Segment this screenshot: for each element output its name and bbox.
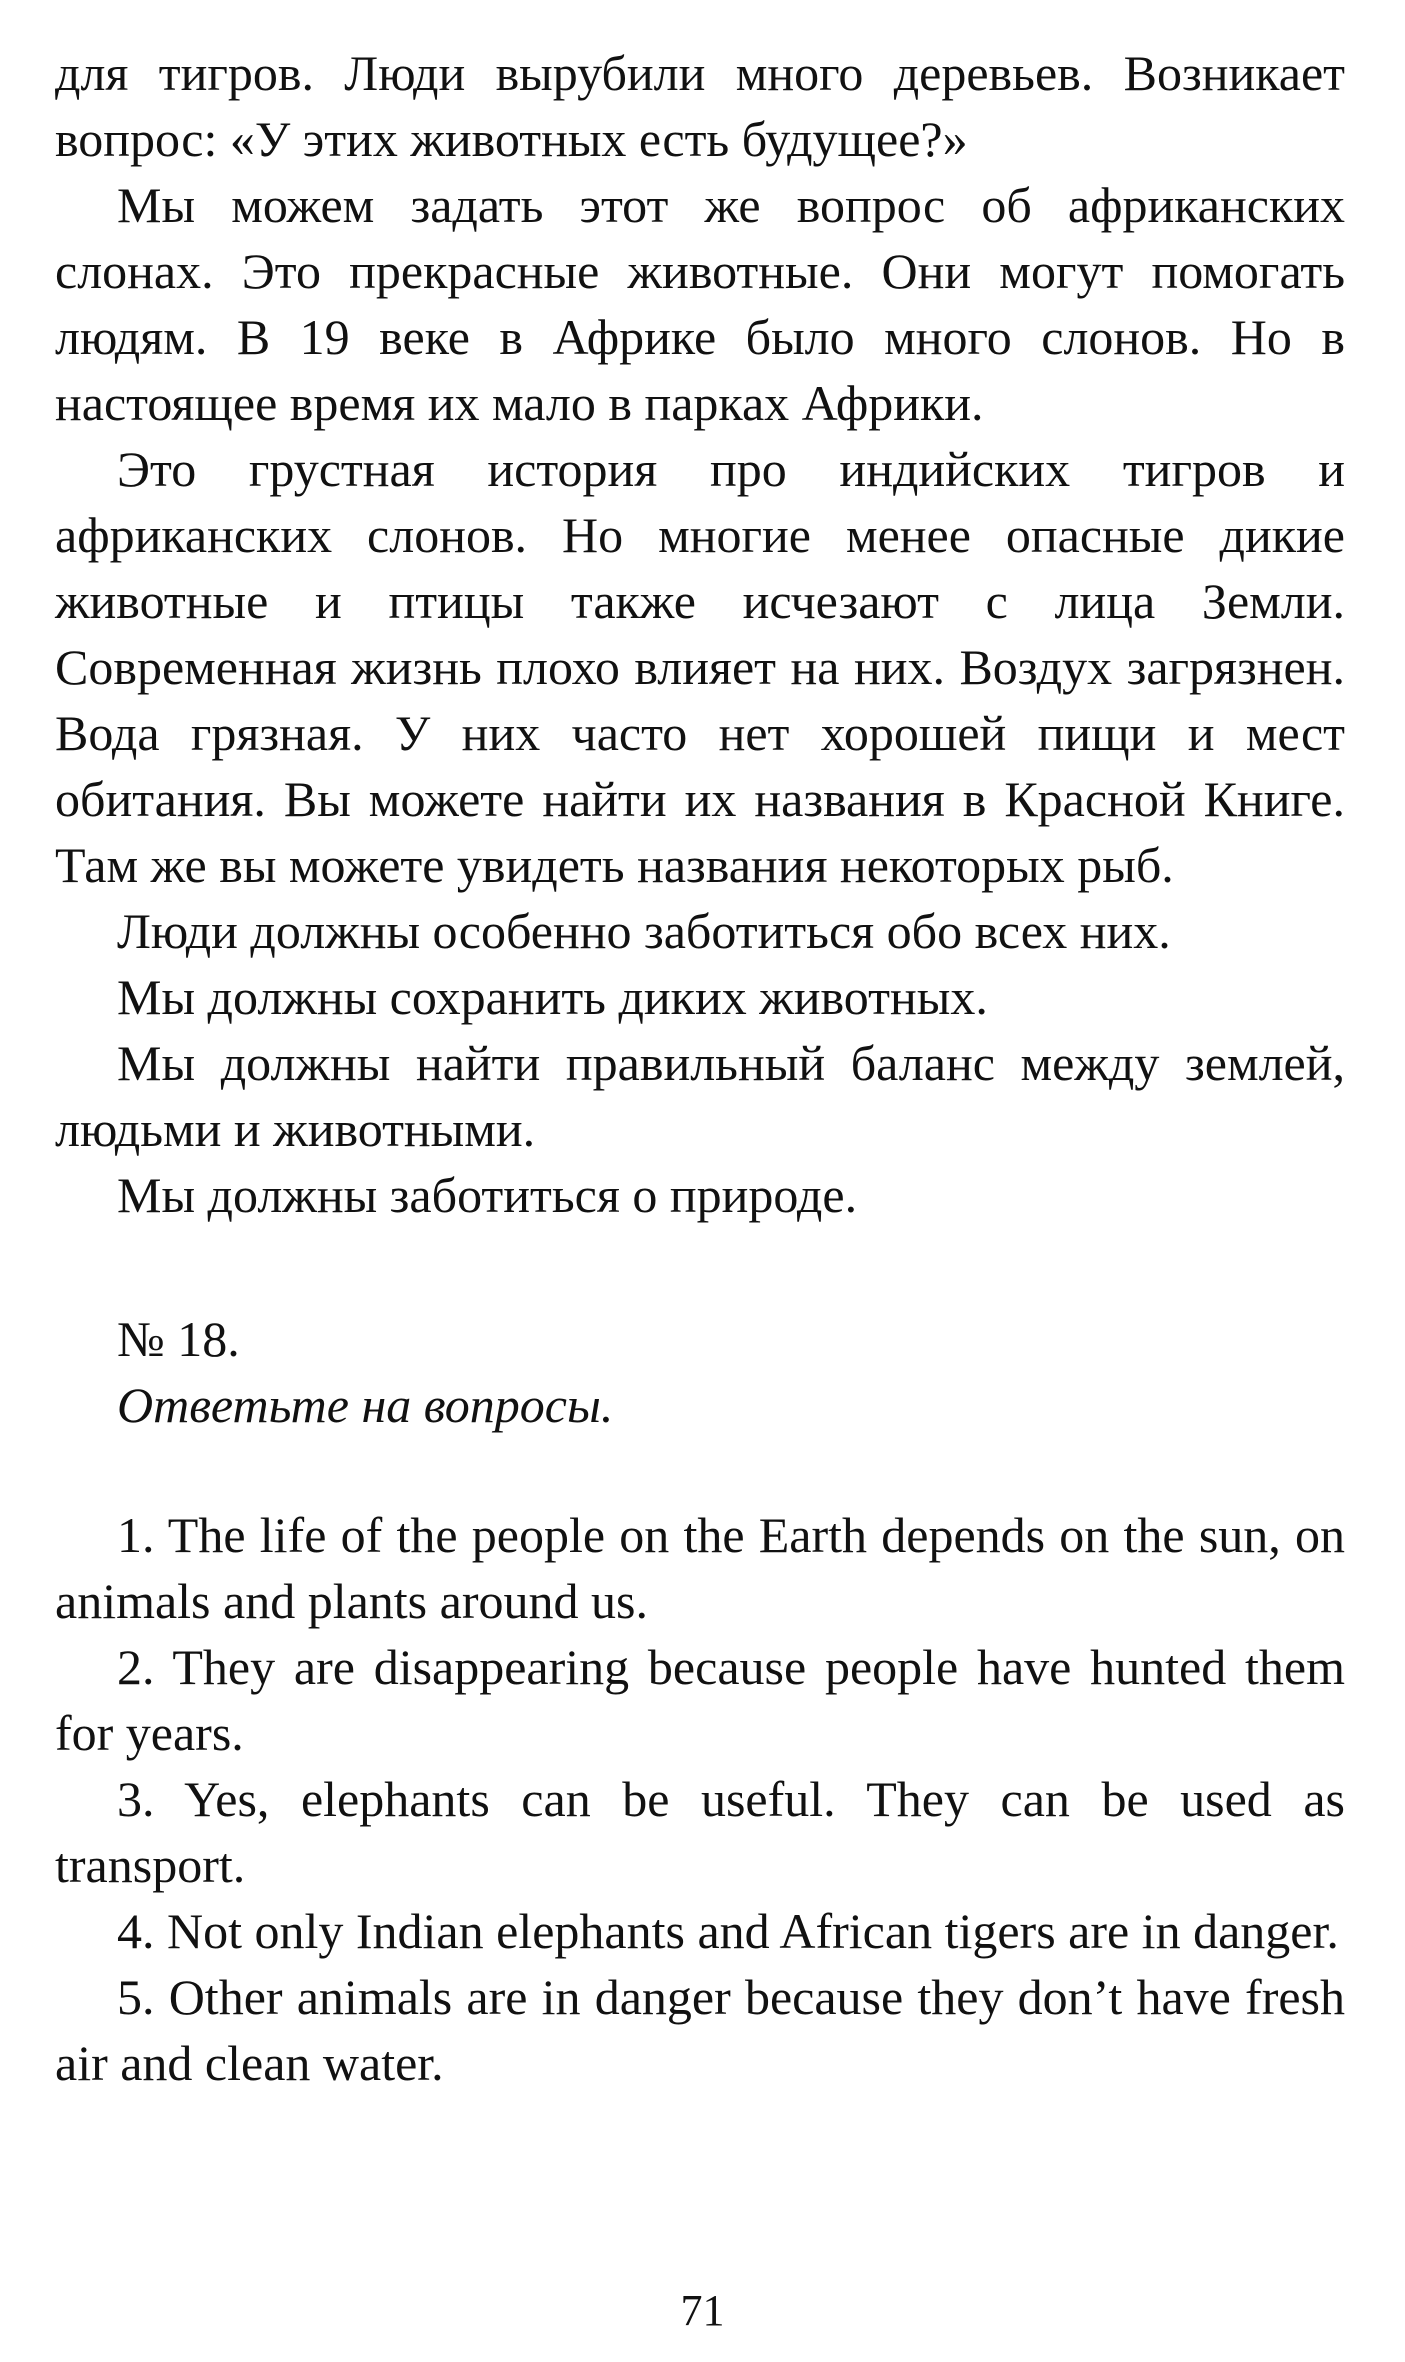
answer-item: 3. Yes, elephants can be useful. They can be used as transport.	[55, 1771, 1345, 1893]
russian-text-block	[55, 40, 1345, 1228]
paragraph: Люди должны особенно заботиться обо всех них.	[117, 903, 1171, 959]
paragraph: Мы можем задать этот же вопрос об африканских слонах. Это прекрасные животные. Они могут помогать людям. В 19 веке в Африке было много слонов. Но в настоящее время их мало в парках Африки.	[55, 177, 1345, 431]
paragraph: для тигров. Люди вырубили много деревьев. Возникает вопрос: «У этих животных есть будущее?»	[55, 45, 1345, 167]
answer-item: 5. Other animals are in danger because they don’t have fresh air and clean water.	[55, 1969, 1345, 2091]
answer-item: 1. The life of the people on the Earth depends on the sun, on animals and plants around us.	[55, 1507, 1345, 1629]
page-number: 71	[680, 2286, 725, 2335]
answer-item: 2. They are disappearing because people have hunted them for years.	[55, 1639, 1345, 1761]
paragraph: Мы должны найти правильный баланс между землей, людьми и животными.	[55, 1035, 1345, 1157]
answers-list	[55, 1502, 1345, 2096]
exercise-section	[55, 1306, 1345, 2096]
spacer	[55, 1438, 1345, 1502]
paragraph: Мы должны заботиться о природе.	[117, 1167, 858, 1223]
answer-item: 4. Not only Indian elephants and African tigers are in danger.	[117, 1903, 1339, 1959]
spacer	[55, 1228, 1345, 1306]
exercise-number: № 18.	[117, 1311, 240, 1367]
book-page	[55, 40, 1345, 2096]
paragraph: Мы должны сохранить диких животных.	[117, 969, 988, 1025]
exercise-instruction: Ответьте на вопросы.	[117, 1377, 614, 1433]
paragraph: Это грустная история про индийских тигров и африканских слонов. Но многие менее опасные дикие животные и птицы также исчезают с лица Земли. Современная жизнь плохо влияет на них. Воздух загрязнен. Вода грязная. У них часто нет хорошей пищи и мест обитания. Вы можете найти их названия в Красной Книге. Там же вы можете увидеть названия некоторых рыб.	[55, 441, 1345, 893]
